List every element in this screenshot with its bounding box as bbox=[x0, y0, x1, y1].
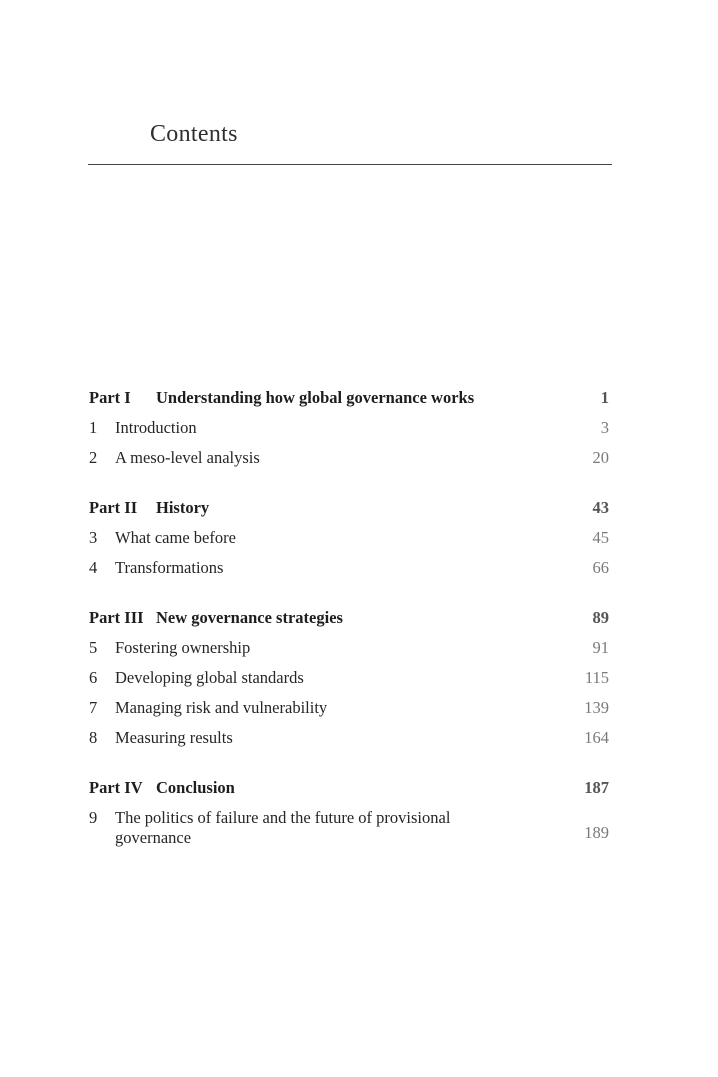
part-page-number: 43 bbox=[592, 498, 609, 517]
chapter-number: 9 bbox=[89, 808, 98, 827]
chapter-title: Developing global standards bbox=[115, 668, 304, 687]
chapter-title: The politics of failure and the future of provisional governance bbox=[115, 808, 451, 847]
chapter-page-number: 3 bbox=[600, 418, 609, 437]
chapter-entry[interactable] bbox=[89, 693, 609, 723]
part-label: Part III bbox=[89, 608, 144, 627]
part-label: Part IV bbox=[89, 778, 143, 797]
chapter-number: 6 bbox=[89, 668, 98, 687]
chapter-number: 7 bbox=[89, 698, 98, 717]
chapter-number: 3 bbox=[89, 528, 98, 547]
chapter-title: Fostering ownership bbox=[115, 638, 251, 657]
chapter-entry[interactable] bbox=[89, 523, 609, 553]
part-title: History bbox=[156, 498, 210, 517]
part-page-number: 187 bbox=[584, 778, 609, 797]
part-title: Conclusion bbox=[156, 778, 235, 797]
chapter-number: 8 bbox=[89, 728, 98, 747]
part-title: Understanding how global governance works bbox=[156, 388, 475, 407]
part-heading[interactable] bbox=[89, 773, 609, 803]
chapter-entry[interactable] bbox=[89, 553, 609, 583]
chapter-number: 4 bbox=[89, 558, 98, 577]
part-heading[interactable] bbox=[89, 603, 609, 633]
part-title: New governance strategies bbox=[156, 608, 343, 627]
chapter-page-number: 91 bbox=[592, 638, 609, 657]
chapter-number: 5 bbox=[89, 638, 98, 657]
part-page-number: 89 bbox=[592, 608, 609, 627]
chapter-title: Transformations bbox=[115, 558, 224, 577]
table-of-contents bbox=[89, 383, 609, 847]
chapter-entry[interactable] bbox=[89, 723, 609, 753]
chapter-title: A meso-level analysis bbox=[115, 448, 260, 467]
chapter-entry[interactable] bbox=[89, 663, 609, 693]
chapter-entry[interactable] bbox=[89, 803, 609, 847]
part-label: Part I bbox=[89, 388, 131, 407]
chapter-page-number: 66 bbox=[592, 558, 609, 577]
chapter-entry[interactable] bbox=[89, 443, 609, 473]
chapter-page-number: 164 bbox=[584, 728, 609, 747]
title-divider bbox=[88, 164, 612, 165]
section-gap bbox=[89, 473, 609, 493]
chapter-entry[interactable] bbox=[89, 413, 609, 443]
page-title: Contents bbox=[150, 121, 238, 147]
chapter-page-number: 20 bbox=[592, 448, 609, 467]
chapter-number: 2 bbox=[89, 448, 98, 467]
section-gap bbox=[89, 583, 609, 603]
chapter-page-number: 189 bbox=[584, 823, 609, 842]
chapter-title: Managing risk and vulnerability bbox=[115, 698, 328, 717]
chapter-page-number: 139 bbox=[584, 698, 609, 717]
part-heading[interactable] bbox=[89, 493, 609, 523]
chapter-entry[interactable] bbox=[89, 633, 609, 663]
section-gap bbox=[89, 753, 609, 773]
chapter-page-number: 45 bbox=[592, 528, 609, 547]
chapter-page-number: 115 bbox=[584, 668, 609, 687]
chapter-title: Introduction bbox=[115, 418, 197, 437]
chapter-number: 1 bbox=[89, 418, 98, 437]
part-heading[interactable] bbox=[89, 383, 609, 413]
chapter-title: What came before bbox=[115, 528, 236, 547]
chapter-title: Measuring results bbox=[115, 728, 233, 747]
part-page-number: 1 bbox=[600, 388, 609, 407]
part-label: Part II bbox=[89, 498, 138, 517]
